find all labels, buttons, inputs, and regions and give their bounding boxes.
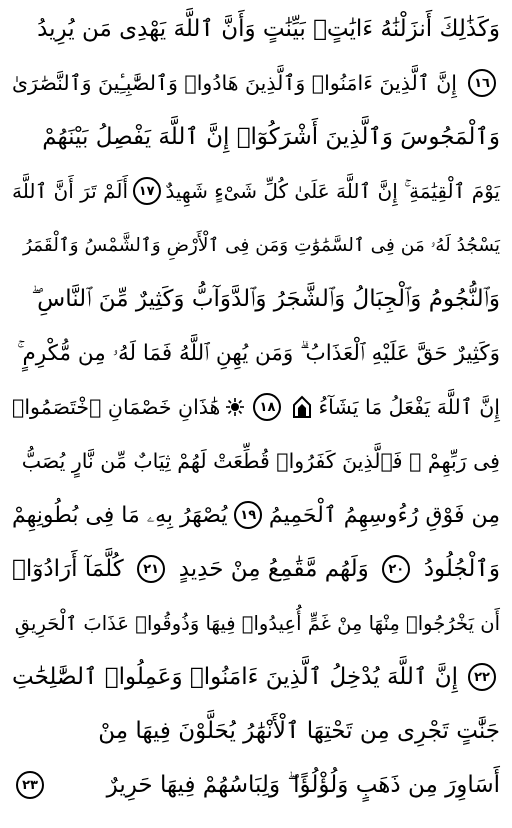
verse-text: يُصْهَرُ بِهِۦ مَا فِى بُطُونِهِمْ	[12, 502, 228, 528]
verse-text: وَكَذَٰلِكَ أَنزَلْنَٰهُ ءَايَٰتٍۭ بَيِّنَٰتٍ وَأَنَّ ٱللَّهَ يَهْدِى مَن يُرِيدُ	[37, 16, 500, 42]
text-line-8	[12, 380, 500, 434]
text-line-13	[12, 650, 500, 704]
verse-text: وَٱلنُّجُومُ وَٱلْجِبَالُ وَٱلشَّجَرُ وَٱلدَّوَآبُّ وَكَثِيرٌ مِّنَ ٱلنَّاسِ ۖ	[31, 286, 500, 312]
ayah-number-marker: ٢٣	[16, 771, 44, 799]
verse-text: أَسَاوِرَ مِن ذَهَبٍ وَلُؤْلُؤًا ۖ وَلِبَاسُهُمْ فِيهَا حَرِيرٌ	[106, 772, 500, 798]
verse-text: يَوْمَ ٱلْقِيَٰمَةِ ۚ إِنَّ ٱللَّهَ عَلَىٰ كُلِّ شَىْءٍ شَهِيدٌ	[165, 179, 500, 203]
verse-text: إِنَّ ٱلَّذِينَ ءَامَنُوا۟ وَٱلَّذِينَ هَادُوا۟ وَٱلصَّٰبِـِٔينَ وَٱلنَّصَٰرَىٰ	[12, 71, 457, 95]
ayah-number-marker: ١٧	[133, 177, 161, 205]
sajda-icon	[291, 394, 313, 420]
text-line-7	[12, 326, 500, 380]
verse-text: هَٰذَانِ خَصْمَانِ ٱخْتَصَمُوا۟	[12, 395, 221, 419]
verse-text: إِنَّ ٱللَّهَ يَفْعَلُ مَا يَشَآءُ	[318, 395, 500, 419]
text-line-14	[12, 704, 500, 758]
text-line-1	[12, 2, 500, 56]
text-line-12	[12, 596, 500, 650]
verse-text: مِن فَوْقِ رُءُوسِهِمُ ٱلْحَمِيمُ	[268, 502, 500, 528]
ayah-number-marker: ١٨	[253, 393, 281, 421]
ayah-number-marker: ١٩	[234, 501, 262, 529]
verse-text: وَٱلْجُلُودُ	[423, 556, 500, 582]
hizb-marker-icon	[226, 398, 244, 416]
verse-text: وَلَهُم مَّقَٰمِعُ مِنْ حَدِيدٍ	[178, 556, 369, 582]
text-line-15	[12, 758, 500, 812]
ayah-number-marker: ١٦	[468, 69, 496, 97]
verse-text: وَكَثِيرٌ حَقَّ عَلَيْهِ ٱلْعَذَابُ ۗ وَمَن يُهِنِ ٱللَّهُ فَمَا لَهُۥ مِن مُّكْرِمٍ ۚ	[17, 340, 500, 366]
ayah-number-marker: ٢٢	[468, 663, 496, 691]
verse-text: فِى رَبِّهِمْ ۖ فَٱلَّذِينَ كَفَرُوا۟ قُطِّعَتْ لَهُمْ ثِيَابٌ مِّن نَّارٍ يُصَبُّ	[21, 449, 500, 473]
text-line-4	[12, 164, 500, 218]
text-line-11	[12, 542, 500, 596]
verse-text: إِنَّ ٱللَّهَ يُدْخِلُ ٱلَّذِينَ ءَامَنُوا۟ وَعَمِلُوا۟ ٱلصَّٰلِحَٰتِ	[12, 664, 458, 690]
ayah-number-marker: ٢٠	[382, 555, 410, 583]
verse-text: كُلَّمَآ أَرَادُوٓا۟	[12, 556, 124, 582]
verse-text: أَن يَخْرُجُوا۟ مِنْهَا مِنْ غَمٍّ أُعِيدُوا۟ فِيهَا وَذُوقُوا۟ عَذَابَ ٱلْحَرِيقِ	[14, 611, 500, 635]
text-line-5	[12, 218, 500, 272]
text-line-2	[12, 56, 500, 110]
ayah-number-marker: ٢١	[137, 555, 165, 583]
verse-text: يَسْجُدُ لَهُۥ مَن فِى ٱلسَّمَٰوَٰتِ وَمَن فِى ٱلْأَرْضِ وَٱلشَّمْسُ وَٱلْقَمَرُ	[22, 234, 500, 256]
text-line-3	[12, 110, 500, 164]
verse-text: جَنَّٰتٍ تَجْرِى مِن تَحْتِهَا ٱلْأَنْهَٰرُ يُحَلَّوْنَ فِيهَا مِنْ	[98, 718, 500, 744]
text-line-6	[12, 272, 500, 326]
text-line-10	[12, 488, 500, 542]
text-line-9	[12, 434, 500, 488]
verse-text: أَلَمْ تَرَ أَنَّ ٱللَّهَ	[12, 179, 129, 203]
verse-text: وَٱلْمَجُوسَ وَٱلَّذِينَ أَشْرَكُوٓا۟ إِنَّ ٱللَّهَ يَفْصِلُ بَيْنَهُمْ	[42, 124, 500, 150]
